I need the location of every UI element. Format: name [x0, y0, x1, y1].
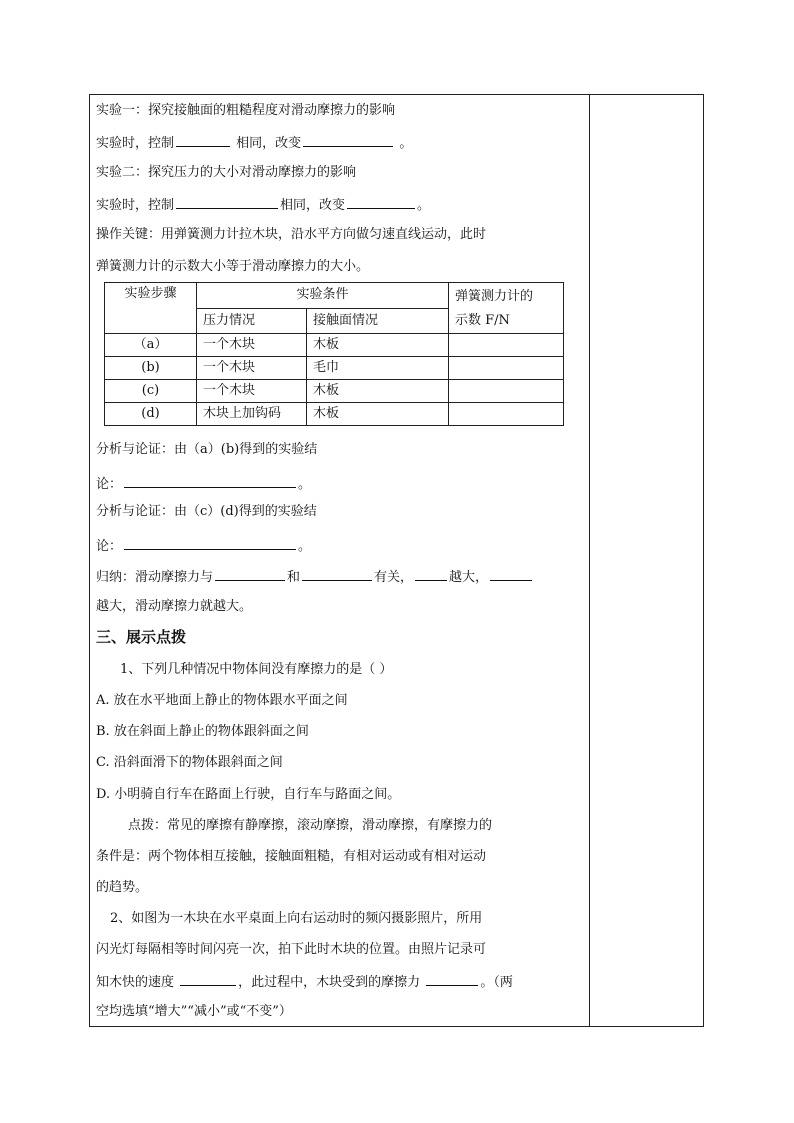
- blank-speed[interactable]: [180, 972, 236, 986]
- summary-line-2: 越大，滑动摩擦力就越大。: [96, 599, 253, 614]
- section-heading: 三、展示点拨: [96, 628, 187, 646]
- blank-summary-2[interactable]: [302, 567, 372, 581]
- summary-text-c: 有关，: [374, 570, 414, 585]
- option-b: B. 放在斜面上静止的物体跟斜面之间: [96, 724, 309, 739]
- analysis2-line-1: 分析与论证：由（c）(d)得到的实验结: [96, 504, 317, 519]
- q2-text-c: 。（两: [480, 975, 513, 990]
- cell-pressure: 一个木块: [197, 357, 307, 380]
- exp1-text-c: 。: [399, 136, 413, 151]
- th-pressure: 压力情况: [197, 308, 307, 334]
- option-a: A. 放在水平地面上静止的物体跟水平面之间: [96, 693, 348, 708]
- column-divider: [589, 94, 590, 1027]
- summary-text-b: 和: [287, 570, 301, 585]
- analysis2-label: 论：: [96, 539, 123, 554]
- cell-surface: 毛巾: [307, 357, 449, 380]
- option-c: C. 沿斜面滑下的物体跟斜面之间: [96, 755, 283, 770]
- blank-summary-1[interactable]: [215, 567, 285, 581]
- summary-text-a: 归纳：滑动摩擦力与: [96, 570, 214, 585]
- blank-summary-4[interactable]: [490, 567, 532, 581]
- q2-text-b: ，此过程中，木块受到的摩擦力: [238, 975, 421, 990]
- question-2-line-1: 2、如图为一木块在水平桌面上向右运动时的频闪摄影照片，所用: [110, 911, 483, 926]
- blank-exp1-controlled[interactable]: [176, 133, 230, 147]
- exp2-text-a: 实验时，控制: [96, 198, 175, 213]
- cell-surface: 木板: [307, 380, 449, 403]
- exp2-text-b: 相同，改变: [280, 198, 346, 213]
- blank-summary-3[interactable]: [415, 567, 447, 581]
- blank-exp2-controlled[interactable]: [176, 195, 278, 209]
- question-1: 1、下列几种情况中物体间没有摩擦力的是（ ）: [120, 662, 393, 677]
- q2-text-a: 知木快的速度: [96, 975, 175, 990]
- exp1-text-a: 实验时，控制: [96, 136, 175, 151]
- table-row: [105, 357, 564, 380]
- cell-step: (b): [105, 357, 197, 380]
- cell-force-blank[interactable]: [449, 380, 564, 403]
- th-conditions: 实验条件: [197, 283, 449, 309]
- table-row: [105, 403, 564, 426]
- table-row: [105, 380, 564, 403]
- blank-friction[interactable]: [426, 972, 478, 986]
- key-point-line-2: 弹簧测力计的示数大小等于滑动摩擦力的大小。: [96, 259, 370, 274]
- table-row: [105, 334, 564, 357]
- analysis1-line-2: [96, 474, 311, 494]
- cell-surface: 木板: [307, 334, 449, 357]
- question-2-line-4: 空均选填“增大”“减小”或“不变”）: [96, 1004, 292, 1019]
- summary-text-d: 越大，: [449, 570, 489, 585]
- cell-force-blank[interactable]: [449, 334, 564, 357]
- th-force: [449, 283, 564, 334]
- cell-force-blank[interactable]: [449, 403, 564, 426]
- blank-analysis2[interactable]: [124, 536, 296, 550]
- exp1-fill-line: [96, 133, 412, 153]
- exp1-title: 实验一：探究接触面的粗糙程度对滑动摩擦力的影响: [96, 103, 396, 118]
- th-step: 实验步骤: [105, 283, 197, 334]
- analysis2-line-2: [96, 536, 311, 556]
- th-surface: 接触面情况: [307, 308, 449, 334]
- analysis1-line-1: 分析与论证：由（a）(b)得到的实验结: [96, 442, 318, 457]
- cell-step: （a）: [105, 334, 197, 357]
- question-2-line-3: [96, 972, 513, 992]
- cell-step: (c): [105, 380, 197, 403]
- exp2-fill-line: [96, 195, 430, 215]
- cell-step: (d): [105, 403, 197, 426]
- option-d: D. 小明骑自行车在路面上行驶，自行车与路面之间。: [96, 787, 401, 802]
- cell-pressure: 木块上加钩码: [197, 403, 307, 426]
- tip-line-1: 点拨：常见的摩擦有静摩擦，滚动摩擦，滑动摩擦，有摩擦力的: [128, 818, 493, 833]
- blank-exp2-changed[interactable]: [347, 195, 415, 209]
- cell-force-blank[interactable]: [449, 357, 564, 380]
- cell-pressure: 一个木块: [197, 380, 307, 403]
- exp1-text-b: 相同，改变: [236, 136, 302, 151]
- summary-line-1: [96, 567, 534, 587]
- th-force-line-2: 示数 F/N: [455, 313, 510, 328]
- tip-line-3: 的趋势。: [96, 880, 149, 895]
- cell-surface: 木板: [307, 403, 449, 426]
- blank-exp1-changed[interactable]: [303, 133, 393, 147]
- tip-line-2: 条件是：两个物体相互接触，接触面粗糙，有相对运动或有相对运动: [96, 849, 487, 864]
- question-2-line-2: 闪光灯每隔相等时间闪亮一次，拍下此时木块的位置。由照片记录可: [96, 942, 487, 957]
- experiment-table: [104, 282, 564, 426]
- analysis1-label: 论：: [96, 477, 123, 492]
- exp2-title: 实验二：探究压力的大小对滑动摩擦力的影响: [96, 165, 357, 180]
- exp2-text-c: 。: [417, 198, 431, 213]
- blank-analysis1[interactable]: [124, 474, 296, 488]
- analysis2-end: 。: [298, 539, 312, 554]
- cell-pressure: 一个木块: [197, 334, 307, 357]
- analysis1-end: 。: [298, 477, 312, 492]
- th-force-line-1: 弹簧测力计的: [455, 289, 534, 304]
- key-point-line-1: 操作关键：用弹簧测力计拉木块，沿水平方向做匀速直线运动，此时: [96, 227, 487, 242]
